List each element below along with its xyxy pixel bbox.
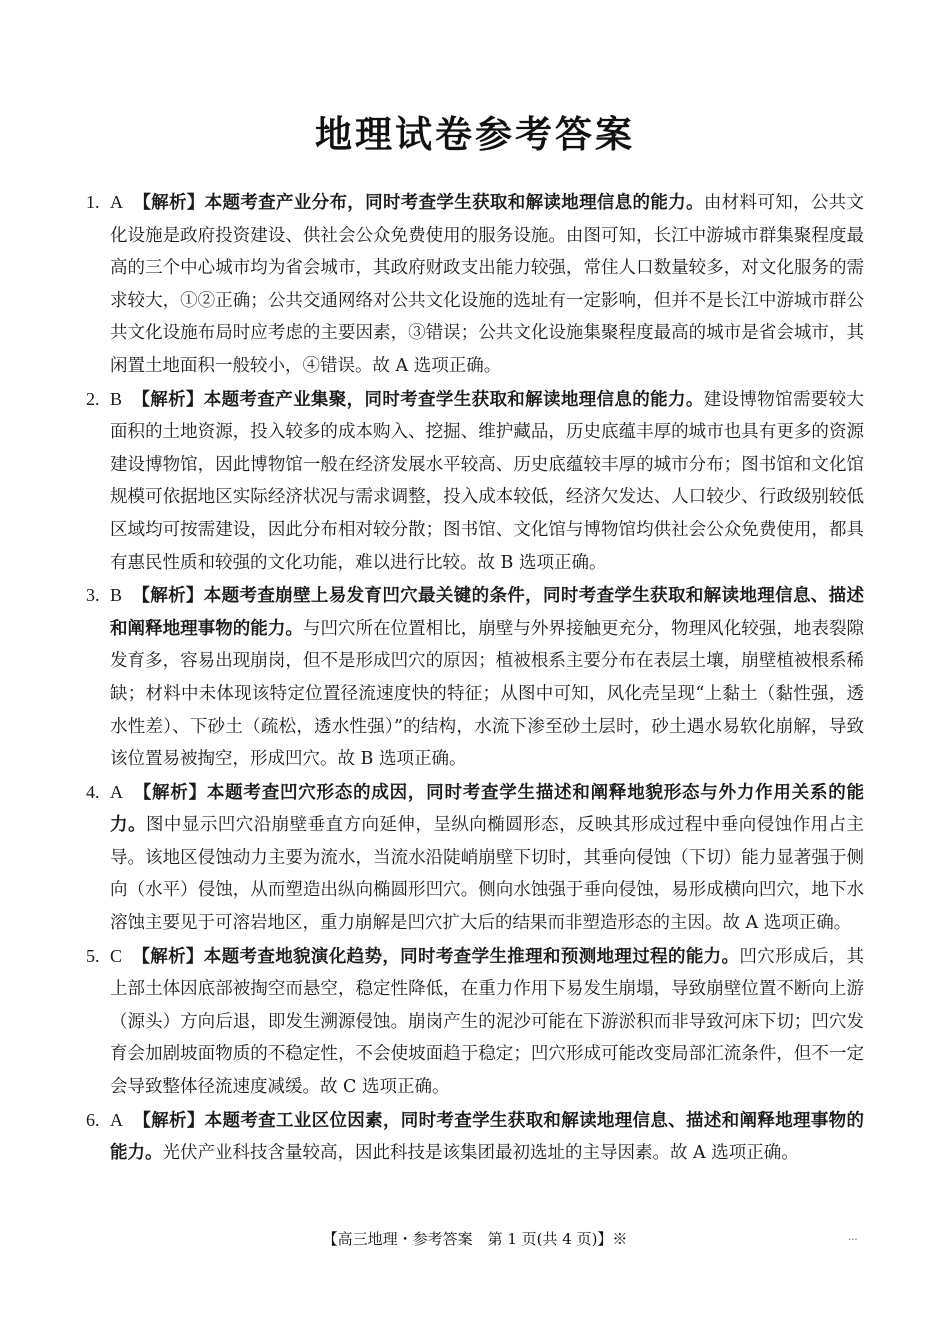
analysis-text: 光伏产业科技含量较高，因此科技是该集团最初选址的主导因素。故 A 选项正确。 [162, 1143, 799, 1164]
answer-item-2 [86, 383, 864, 580]
analysis-focus: 本题考查产业分布，同时考查学生获取和解读地理信息的能力。 [204, 193, 704, 213]
corner-mark: ... [848, 1232, 858, 1243]
answer-item-3 [86, 579, 864, 776]
answer-number: 6. [86, 1109, 100, 1130]
answer-choice: B [110, 388, 123, 409]
analysis-text: 由材料可知，公共文化设施是政府投资建设、供社会公众免费使用的服务设施。由图可知，长江中游城市群集聚程度最高的三个中心城市均为省会城市，其政府财政支出能力较强，常住人口数量较多，对文化服务的需求较大，①②正确；公共交通网络对公共文化设施的选址有一定影响，但并不是长江中游城市群公共文化设施布局时应考虑的主要因素，③错误；公共文化设施集聚程度最高的城市是省会城市，其闲置土地面积一般较小，④错误。故 A 选项正确。 [110, 193, 865, 376]
answer-choice: B [110, 585, 123, 606]
analysis-text: 与凹穴所在位置相比，崩壁与外界接触更充分，物理风化较强，地表裂隙发育多，容易出现崩岗，但不是形成凹穴的原因；植被根系主要分布在表层土壤，崩壁植被根系稀缺；材料中未体现该特定位置径流速度快的特征；从图中可知，风化壳呈现“上黏土（黏性强，透水性差）、下砂土（疏松，透水性强）”的结构，水流下渗至砂土层时，砂土遇水易软化崩解，导致该位置易被掏空，形成凹穴。故 B 选项正确。 [110, 618, 865, 770]
analysis-text: 建设博物馆需要较大面积的土地资源，投入较多的成本购入、挖掘、维护藏品，历史底蕴丰厚的城市也具有更多的资源建设博物馆，因此博物馆一般在经济发展水平较高、历史底蕴较丰厚的城市分布；图书馆和文化馆规模可依据地区实际经济状况与需求调整，投入成本较低，经济欠发达、人口较少、行政级别较低区域均可按需建设，因此分布相对较分散；图书馆、文化馆与博物馆均供社会公众免费使用，都具有惠民性质和较强的文化功能，难以进行比较。故 B 选项正确。 [110, 389, 865, 573]
analysis-tag: 【解析】 [133, 193, 205, 213]
answer-item-4 [86, 776, 864, 940]
answer-choice: C [110, 945, 123, 966]
answer-number: 3. [86, 585, 100, 606]
analysis-tag: 【解析】 [133, 1110, 205, 1131]
analysis-tag: 【解析】 [133, 782, 207, 803]
analysis-tag: 【解析】 [132, 586, 204, 607]
analysis-focus: 本题考查工业区位因素，同时考查学生获取和解读地理信息、描述和阐释地理事物的能力。 [110, 1110, 865, 1164]
answer-number: 2. [86, 388, 100, 409]
page-title: 地理试卷参考答案 [315, 113, 635, 156]
answer-choice: A [110, 192, 123, 212]
answer-list [86, 186, 864, 1170]
analysis-focus: 本题考查崩壁上易发育凹穴最关键的条件，同时考查学生获取和解读地理信息、描述和阐释地理事物的能力。 [110, 586, 865, 639]
answer-number: 5. [86, 945, 100, 966]
analysis-tag: 【解析】 [132, 946, 204, 967]
page-footer: 【高三地理・参考答案 第 1 页(共 4 页)】※ [322, 1230, 628, 1248]
answer-item-1 [86, 186, 864, 383]
analysis-text: 凹穴形成后，其上部土体因底部被掏空而悬空，稳定性降低，在重力作用下易发生崩塌，导致崩壁位置不断向上游（源头）方向后退，即发生溯源侵蚀。崩岗产生的泥沙可能在下游淤积而非导致河床下切；凹穴发育会加剧坡面物质的不稳定性，不会使坡面趋于稳定；凹穴形成可能改变局部汇流条件，但不一定会导致整体径流速度减缓。故 C 选项正确。 [110, 946, 865, 1098]
answer-number: 1. [86, 192, 100, 212]
analysis-focus: 本题考查凹穴形态的成因，同时考查学生描述和阐释地貌形态与外力作用关系的能力。 [110, 782, 864, 836]
answer-item-6 [86, 1104, 864, 1170]
answer-number: 4. [86, 781, 100, 802]
answer-item-5 [86, 940, 864, 1104]
analysis-focus: 本题考查产业集聚，同时考查学生获取和解读地理信息的能力。 [203, 389, 704, 410]
answer-choice: A [110, 1109, 123, 1130]
analysis-focus: 本题考查地貌演化趋势，同时考查学生推理和预测地理过程的能力。 [203, 946, 740, 967]
analysis-text: 图中显示凹穴沿崩壁垂直方向延伸，呈纵向椭圆形态，反映其形成过程中垂向侵蚀作用占主导。该地区侵蚀动力主要为流水，当流水沿陡峭崩壁下切时，其垂向侵蚀（下切）能力显著强于侧向（水平）侵蚀，从而塑造出纵向椭圆形凹穴。侧向水蚀强于垂向侵蚀，易形成横向凹穴，地下水溶蚀主要见于可溶岩地区，重力崩解是凹穴扩大后的结果而非塑造形态的主因。故 A 选项正确。 [110, 815, 865, 934]
analysis-tag: 【解析】 [132, 389, 204, 410]
answer-choice: A [110, 781, 123, 802]
